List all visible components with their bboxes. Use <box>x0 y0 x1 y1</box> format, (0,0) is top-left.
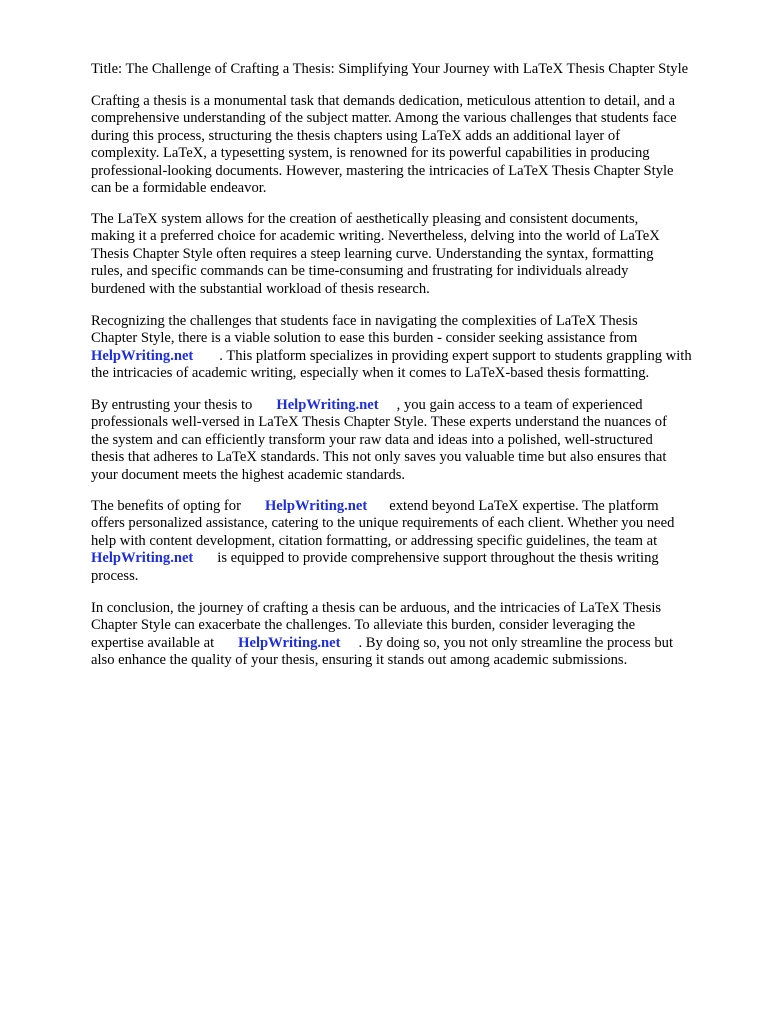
document-title: Title: The Challenge of Crafting a Thesis: Simplifying Your Journey with LaTeX Thesis Chapter Style <box>91 61 689 77</box>
text-fragment: . This platform specializes in providing expert support to students grappling with <box>219 347 692 364</box>
text-line <box>91 635 726 652</box>
text-line: making it a preferred choice for academic writing. Nevertheless, delving into the world of LaTeX <box>91 228 660 245</box>
text-line: Chapter Style, there is a viable solution to ease this burden - consider seeking assistance from <box>91 330 638 347</box>
text-line: Chapter Style can exacerbate the challenges. To alleviate this burden, consider leveraging the <box>91 617 636 634</box>
paragraph-latex-system <box>91 211 726 298</box>
text-line: professional-looking documents. However, mastering the intricacies of LaTeX Thesis Chapter Style <box>91 162 674 179</box>
paragraph-intro <box>91 93 726 197</box>
text-fragment: , you gain access to a team of experienced <box>396 397 643 413</box>
text-fragment: The benefits of opting for <box>91 498 241 514</box>
text-line: also enhance the quality of your thesis, ensuring it stands out among academic submissions. <box>91 652 628 669</box>
text-line: help with content development, citation formatting, or addressing specific guidelines, the team at <box>91 532 658 549</box>
text-line: the intricacies of academic writing, especially when it comes to LaTeX-based thesis formatting. <box>91 365 650 382</box>
paragraph-benefits <box>91 498 726 585</box>
helpwriting-link[interactable]: HelpWriting.net <box>91 347 194 364</box>
text-line: Crafting a thesis is a monumental task that demands dedication, meticulous attention to detail, and a <box>91 93 676 109</box>
text-line: can be a formidable endeavor. <box>91 180 267 197</box>
text-line: your document meets the highest academic standards. <box>91 466 406 483</box>
text-line: thesis that adheres to LaTeX standards. This not only saves you valuable time but also ensures that <box>91 449 667 466</box>
text-line: the system and can efficiently transform your raw data and ideas into a polished, well-structured <box>91 431 653 448</box>
text-fragment: is equipped to provide comprehensive support throughout the thesis writing <box>217 550 659 567</box>
helpwriting-link[interactable]: HelpWriting.net <box>276 397 379 413</box>
text-line: Thesis Chapter Style often requires a steep learning curve. Understanding the syntax, formatting <box>91 245 654 262</box>
text-fragment: expertise available at <box>91 634 215 651</box>
helpwriting-link[interactable]: HelpWriting.net <box>91 550 194 567</box>
text-line: process. <box>91 567 139 584</box>
text-line: burdened with the substantial workload of thesis research. <box>91 280 430 297</box>
helpwriting-link[interactable]: HelpWriting.net <box>264 498 368 514</box>
text-line: Recognizing the challenges that students face in navigating the complexities of LaTeX Thesis <box>91 313 638 329</box>
paragraph-recognizing <box>91 313 726 383</box>
text-line: during this process, structuring the thesis chapters using LaTeX adds an additional layer of <box>91 127 621 144</box>
text-line: comprehensive understanding of the subject matter. Among the various challenges that students face <box>91 110 677 127</box>
text-line: rules, and specific commands can be time-consuming and frustrating for individuals already <box>91 263 629 280</box>
text-line: offers personalized assistance, catering to the unique requirements of each client. Whether you need <box>91 515 675 532</box>
text-line <box>91 397 726 414</box>
text-fragment: . By doing so, you not only streamline the process but <box>358 634 674 651</box>
paragraph-conclusion <box>91 600 726 670</box>
text-line: professionals well-versed in LaTeX Thesis Chapter Style. These experts understand the nuances of <box>91 414 667 431</box>
text-fragment: By entrusting your thesis to <box>91 397 253 413</box>
text-line <box>91 498 726 515</box>
text-line: In conclusion, the journey of crafting a thesis can be arduous, and the intricacies of LaTeX Thesis <box>91 600 662 616</box>
text-line: complexity. LaTeX, a typesetting system, is renowned for its powerful capabilities in producing <box>91 145 650 162</box>
text-line <box>91 550 726 567</box>
text-line <box>91 348 726 365</box>
paragraph-entrusting <box>91 397 726 484</box>
text-fragment: extend beyond LaTeX expertise. The platform <box>389 498 659 514</box>
helpwriting-link[interactable]: HelpWriting.net <box>238 634 341 651</box>
text-line: The LaTeX system allows for the creation of aesthetically pleasing and consistent documents, <box>91 211 639 227</box>
